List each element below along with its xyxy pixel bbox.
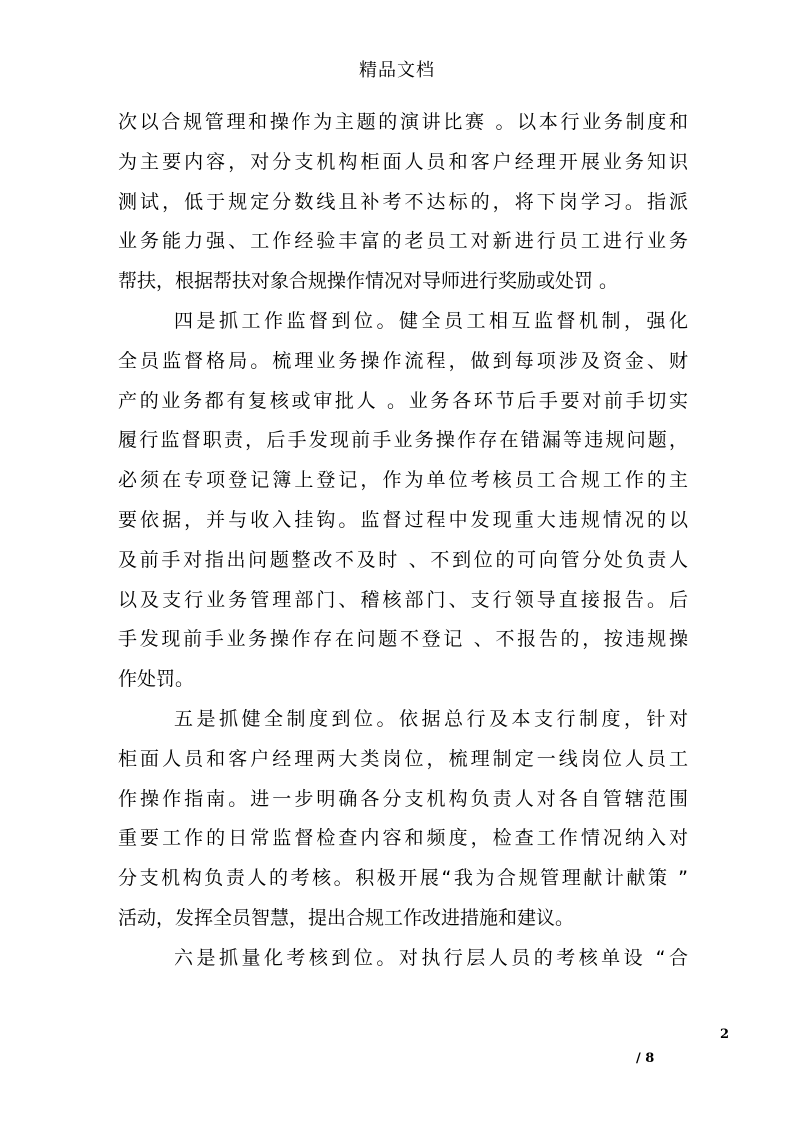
text-line: 产的业务都有复核或审批人 。业务各环节后手要对前手切实	[118, 389, 688, 412]
text-line: 作操作指南。进一步明确各分支机构负责人对各自管辖范围	[118, 787, 688, 810]
text-line: 以及支行业务管理部门、稽核部门、支行领导直接报告。后	[118, 588, 688, 611]
paragraph-start-line: 五是抓健全制度到位。依据总行及本支行制度，针对	[174, 707, 688, 730]
text-line: 为主要内容，对分支机构柜面人员和客户经理开展业务知识	[118, 150, 688, 173]
text-line: 业务能力强、工作经验丰富的老员工对新进行员工进行业务	[118, 230, 688, 253]
text-line: 作处罚。	[118, 668, 195, 691]
text-line: 活动，发挥全员智慧，提出合规工作改进措施和建议。	[118, 906, 575, 929]
text-line: 要依据，并与收入挂钩。监督过程中发现重大违规情况的以	[118, 508, 688, 531]
text-line: 重要工作的日常监督检查内容和频度，检查工作情况纳入对	[118, 827, 688, 850]
text-line: 帮扶，根据帮扶对象合规操作情况对导师进行奖励或处罚 。	[118, 270, 619, 293]
text-line: 履行监督职责，后手发现前手业务操作存在错漏等违规问题，	[118, 429, 688, 452]
text-line: 全员监督格局。梳理业务操作流程，做到每项涉及资金、财	[118, 349, 688, 372]
page-number: 2	[720, 1027, 730, 1042]
page-total: / 8	[636, 1051, 655, 1066]
text-line: 必须在专项登记簿上登记，作为单位考核员工合规工作的主	[118, 469, 688, 492]
paragraph-start-line: 六是抓量化考核到位。对执行层人员的考核单设 “合	[174, 946, 688, 969]
page-header-title: 精品文档	[359, 60, 435, 81]
text-line: 次以合规管理和操作为主题的演讲比赛 。以本行业务制度和	[118, 111, 688, 133]
document-body	[118, 103, 688, 979]
paragraph-start-line: 四是抓工作监督到位。健全员工相互监督机制，强化	[174, 309, 688, 332]
text-line: 分支机构负责人的考核。积极开展“我为合规管理献计献策 ”	[118, 867, 688, 890]
text-line: 手发现前手业务操作存在问题不登记 、不报告的，按违规操	[118, 628, 688, 651]
text-line: 柜面人员和客户经理两大类岗位，梳理制定一线岗位人员工	[118, 747, 688, 770]
text-line: 及前手对指出问题整改不及时 、不到位的可向管分处负责人	[118, 548, 688, 571]
text-line: 测试，低于规定分数线且补考不达标的，将下岗学习。指派	[118, 190, 688, 213]
